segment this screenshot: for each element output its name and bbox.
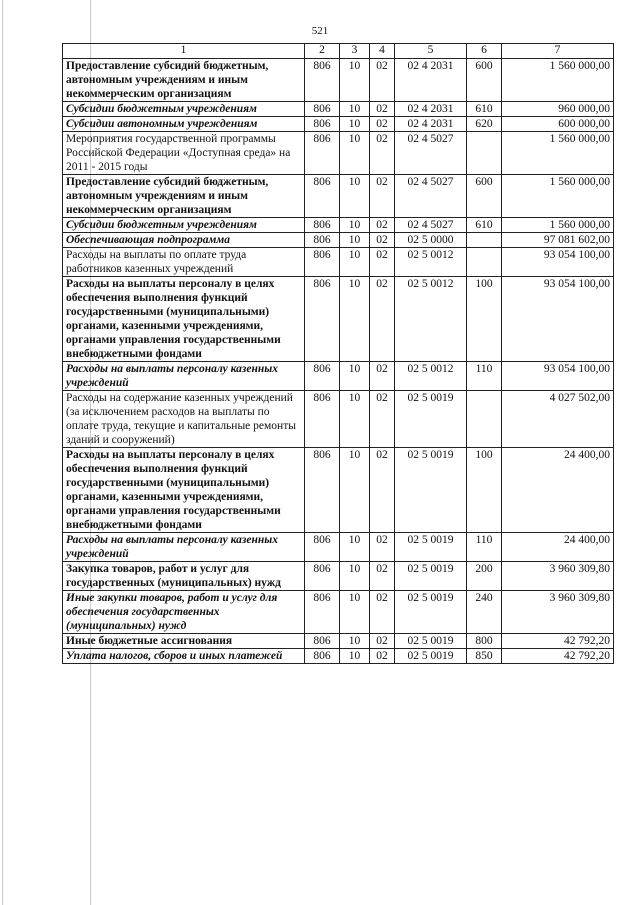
- cell-amount: 42 792,20: [502, 649, 614, 664]
- cell-section-code: 10: [340, 362, 370, 391]
- cell-subsection-code: 02: [370, 634, 395, 649]
- cell-subsection-code: 02: [370, 649, 395, 664]
- header-col-1: 1: [63, 44, 305, 59]
- cell-section-code: 10: [340, 649, 370, 664]
- cell-expense-type: 100: [467, 448, 502, 533]
- cell-subsection-code: 02: [370, 175, 395, 218]
- cell-target-article: 02 5 0019: [395, 591, 467, 634]
- cell-expense-type: 610: [467, 218, 502, 233]
- cell-subsection-code: 02: [370, 102, 395, 117]
- cell-expense-type: 610: [467, 102, 502, 117]
- cell-target-article: 02 4 5027: [395, 218, 467, 233]
- cell-amount: 93 054 100,00: [502, 277, 614, 362]
- cell-expense-type: [467, 248, 502, 277]
- cell-name: Расходы на выплаты персоналу казенных учреждений: [63, 533, 305, 562]
- cell-target-article: 02 5 0012: [395, 362, 467, 391]
- cell-grbs-code: 806: [305, 562, 340, 591]
- cell-target-article: 02 5 0019: [395, 448, 467, 533]
- cell-expense-type: 600: [467, 175, 502, 218]
- cell-target-article: 02 5 0000: [395, 233, 467, 248]
- cell-subsection-code: 02: [370, 591, 395, 634]
- cell-grbs-code: 806: [305, 591, 340, 634]
- cell-amount: 1 560 000,00: [502, 59, 614, 102]
- page-number: 521: [311, 25, 329, 37]
- cell-subsection-code: 02: [370, 362, 395, 391]
- cell-name: Субсидии бюджетным учреждениям: [63, 102, 305, 117]
- table-row: [63, 277, 614, 362]
- cell-name: Расходы на выплаты персоналу казенных учреждений: [63, 362, 305, 391]
- table-row: [63, 649, 614, 664]
- cell-subsection-code: 02: [370, 533, 395, 562]
- cell-section-code: 10: [340, 391, 370, 448]
- cell-target-article: 02 4 5027: [395, 175, 467, 218]
- cell-target-article: 02 5 0019: [395, 562, 467, 591]
- cell-amount: 24 400,00: [502, 533, 614, 562]
- table-row: [63, 175, 614, 218]
- cell-amount: 1 560 000,00: [502, 175, 614, 218]
- cell-amount: 3 960 309,80: [502, 591, 614, 634]
- cell-expense-type: 200: [467, 562, 502, 591]
- cell-name: Обеспечивающая подпрограмма: [63, 233, 305, 248]
- cell-target-article: 02 4 2031: [395, 117, 467, 132]
- cell-name: Предоставление субсидий бюджетным, автономным учреждениям и иным некоммерческим организациям: [63, 59, 305, 102]
- header-col-7: 7: [502, 44, 614, 59]
- cell-grbs-code: 806: [305, 117, 340, 132]
- cell-section-code: 10: [340, 562, 370, 591]
- table-row: [63, 448, 614, 533]
- cell-grbs-code: 806: [305, 448, 340, 533]
- cell-section-code: 10: [340, 175, 370, 218]
- table-row: [63, 102, 614, 117]
- cell-subsection-code: 02: [370, 218, 395, 233]
- cell-grbs-code: 806: [305, 175, 340, 218]
- cell-amount: 960 000,00: [502, 102, 614, 117]
- cell-name: Расходы на содержание казенных учреждений (за исключением расходов на выплаты по оплате труда, текущие и капитальные ремонты зданий и сооружений): [63, 391, 305, 448]
- cell-subsection-code: 02: [370, 59, 395, 102]
- cell-grbs-code: 806: [305, 218, 340, 233]
- table-row: [63, 533, 614, 562]
- cell-amount: 4 027 502,00: [502, 391, 614, 448]
- cell-grbs-code: 806: [305, 533, 340, 562]
- cell-name: Иные бюджетные ассигнования: [63, 634, 305, 649]
- cell-grbs-code: 806: [305, 649, 340, 664]
- cell-expense-type: 850: [467, 649, 502, 664]
- cell-subsection-code: 02: [370, 117, 395, 132]
- cell-target-article: 02 5 0019: [395, 634, 467, 649]
- cell-expense-type: [467, 233, 502, 248]
- cell-expense-type: 240: [467, 591, 502, 634]
- cell-grbs-code: 806: [305, 102, 340, 117]
- table-row: [63, 132, 614, 175]
- cell-target-article: 02 5 0019: [395, 391, 467, 448]
- cell-target-article: 02 5 0019: [395, 649, 467, 664]
- cell-grbs-code: 806: [305, 132, 340, 175]
- header-col-2: 2: [305, 44, 340, 59]
- table-row: [63, 218, 614, 233]
- budget-table: [62, 43, 614, 664]
- cell-amount: 24 400,00: [502, 448, 614, 533]
- cell-target-article: 02 5 0012: [395, 248, 467, 277]
- cell-grbs-code: 806: [305, 233, 340, 248]
- cell-grbs-code: 806: [305, 634, 340, 649]
- cell-amount: 93 054 100,00: [502, 362, 614, 391]
- cell-subsection-code: 02: [370, 277, 395, 362]
- table-row: [63, 233, 614, 248]
- table-row: [63, 59, 614, 102]
- cell-name: Расходы на выплаты персоналу в целях обеспечения выполнения функций государственными (муниципальными) органами, казенными учреждениями, органами управления государственными внебюджетными фондами: [63, 277, 305, 362]
- cell-section-code: 10: [340, 59, 370, 102]
- cell-amount: 97 081 602,00: [502, 233, 614, 248]
- table-row: [63, 634, 614, 649]
- cell-section-code: 10: [340, 132, 370, 175]
- cell-amount: 42 792,20: [502, 634, 614, 649]
- cell-subsection-code: 02: [370, 233, 395, 248]
- cell-section-code: 10: [340, 533, 370, 562]
- cell-section-code: 10: [340, 634, 370, 649]
- cell-target-article: 02 4 2031: [395, 59, 467, 102]
- cell-grbs-code: 806: [305, 362, 340, 391]
- cell-section-code: 10: [340, 591, 370, 634]
- cell-expense-type: 110: [467, 533, 502, 562]
- cell-expense-type: 800: [467, 634, 502, 649]
- scan-artifact-line: [2, 0, 3, 905]
- cell-target-article: 02 5 0019: [395, 533, 467, 562]
- cell-expense-type: 620: [467, 117, 502, 132]
- table-row: [63, 591, 614, 634]
- table-row: [63, 391, 614, 448]
- cell-target-article: 02 4 5027: [395, 132, 467, 175]
- cell-grbs-code: 806: [305, 277, 340, 362]
- cell-name: Иные закупки товаров, работ и услуг для обеспечения государственных (муниципальных) нужд: [63, 591, 305, 634]
- cell-name: Закупка товаров, работ и услуг для государственных (муниципальных) нужд: [63, 562, 305, 591]
- cell-name: Субсидии бюджетным учреждениям: [63, 218, 305, 233]
- cell-section-code: 10: [340, 233, 370, 248]
- cell-expense-type: 600: [467, 59, 502, 102]
- cell-section-code: 10: [340, 448, 370, 533]
- cell-expense-type: 110: [467, 362, 502, 391]
- cell-section-code: 10: [340, 102, 370, 117]
- cell-target-article: 02 5 0012: [395, 277, 467, 362]
- cell-name: Мероприятия государственной программы Российской Федерации «Доступная среда» на 2011 - 2015 годы: [63, 132, 305, 175]
- cell-grbs-code: 806: [305, 391, 340, 448]
- cell-name: Расходы на выплаты по оплате труда работников казенных учреждений: [63, 248, 305, 277]
- cell-subsection-code: 02: [370, 391, 395, 448]
- header-col-5: 5: [395, 44, 467, 59]
- header-col-3: 3: [340, 44, 370, 59]
- cell-expense-type: 100: [467, 277, 502, 362]
- cell-name: Уплата налогов, сборов и иных платежей: [63, 649, 305, 664]
- cell-amount: 600 000,00: [502, 117, 614, 132]
- cell-name: Субсидии автономным учреждениям: [63, 117, 305, 132]
- cell-amount: 3 960 309,80: [502, 562, 614, 591]
- cell-amount: 93 054 100,00: [502, 248, 614, 277]
- header-col-4: 4: [370, 44, 395, 59]
- table-row: [63, 362, 614, 391]
- table-row: [63, 117, 614, 132]
- table-row: [63, 248, 614, 277]
- cell-subsection-code: 02: [370, 248, 395, 277]
- table-header-row: [63, 44, 614, 59]
- cell-section-code: 10: [340, 277, 370, 362]
- table-row: [63, 562, 614, 591]
- cell-section-code: 10: [340, 248, 370, 277]
- cell-grbs-code: 806: [305, 59, 340, 102]
- cell-amount: 1 560 000,00: [502, 218, 614, 233]
- cell-section-code: 10: [340, 218, 370, 233]
- cell-subsection-code: 02: [370, 132, 395, 175]
- cell-amount: 1 560 000,00: [502, 132, 614, 175]
- cell-expense-type: [467, 132, 502, 175]
- cell-section-code: 10: [340, 117, 370, 132]
- header-col-6: 6: [467, 44, 502, 59]
- cell-expense-type: [467, 391, 502, 448]
- cell-subsection-code: 02: [370, 448, 395, 533]
- cell-grbs-code: 806: [305, 248, 340, 277]
- table-body: [63, 59, 614, 664]
- cell-name: Расходы на выплаты персоналу в целях обеспечения выполнения функций государственными (муниципальными) органами, казенными учреждениями, органами управления государственными внебюджетными фондами: [63, 448, 305, 533]
- cell-target-article: 02 4 2031: [395, 102, 467, 117]
- cell-name: Предоставление субсидий бюджетным, автономным учреждениям и иным некоммерческим организациям: [63, 175, 305, 218]
- cell-subsection-code: 02: [370, 562, 395, 591]
